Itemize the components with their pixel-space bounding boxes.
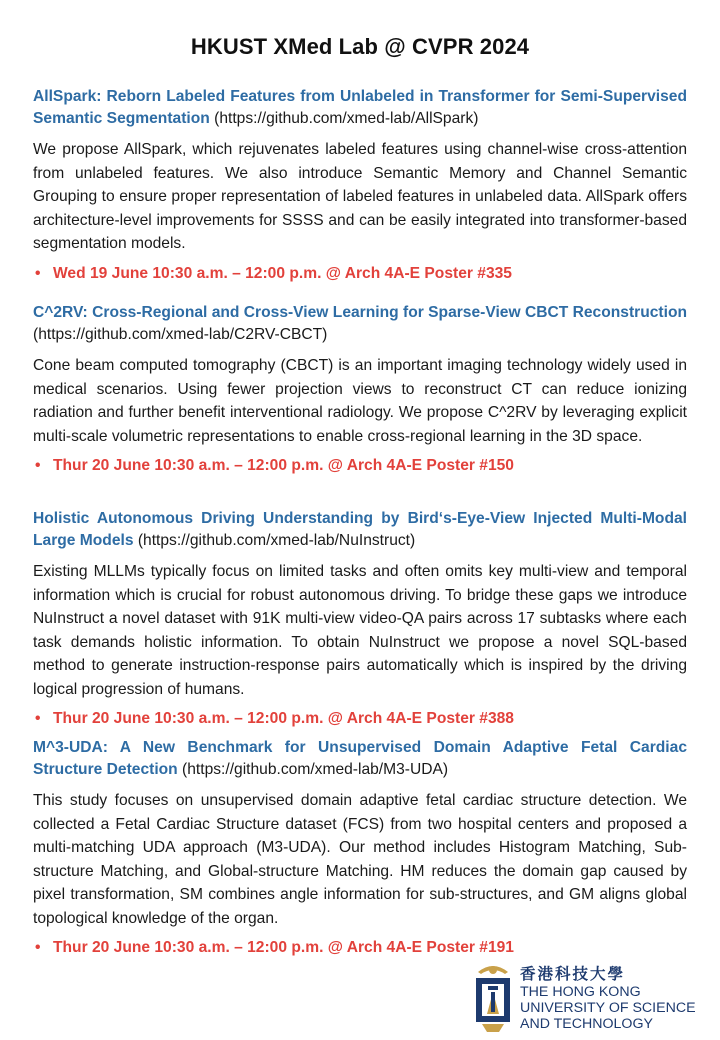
paper-title: Holistic Autonomous Driving Understanding by Bird‘s-Eye-View Injected Multi-Modal Large Models: [33, 510, 687, 549]
bullet-icon: •: [35, 457, 41, 474]
paper-url[interactable]: (https://github.com/xmed-lab/C2RV-CBCT): [33, 326, 328, 343]
paper-entry: [33, 508, 687, 730]
session-text: Wed 19 June 10:30 a.m. – 12:00 p.m. @ Arch 4A-E Poster #335: [53, 264, 512, 282]
session-info: [33, 937, 687, 959]
hkust-name-line: AND TECHNOLOGY: [520, 1016, 653, 1032]
paper-url[interactable]: (https://github.com/xmed-lab/NuInstruct): [137, 532, 416, 549]
hkust-emblem-icon: [472, 962, 514, 1034]
paper-title: C^2RV: Cross-Regional and Cross-View Learning for Sparse-View CBCT Reconstruction: [33, 304, 687, 321]
paper-abstract: Existing MLLMs typically focus on limited tasks and often omits key multi-view and temporal information which is crucial for robust autonomous driving. To bridge these gaps we introduce NuInstruct a novel dataset with 91K multi-view video-QA pairs across 17 subtasks where each task demands holistic information. To obtain NuInstruct we propose a novel SQL-based method to generate instruction-response pairs automatically which is inspired by the driving logical progression of humans.: [33, 563, 687, 698]
paper-title-line: [33, 508, 687, 552]
session-info: [33, 708, 687, 730]
paper-abstract: Cone beam computed tomography (CBCT) is an important imaging technology widely used in medical scenarios. Using fewer projection views to reconstruct CT can reduce ionizing radiation and further benefit interventional radiology. We propose C^2RV by leveraging explicit multi-scale volumetric representations to enable cross-regional learning in the 3D space.: [33, 357, 687, 445]
bullet-icon: •: [35, 710, 41, 727]
paper-entry: [33, 86, 687, 285]
paper-title: M^3-UDA: A New Benchmark for Unsupervised Domain Adaptive Fetal Cardiac Structure Detection: [33, 739, 687, 778]
session-text: Thur 20 June 10:30 a.m. – 12:00 p.m. @ Arch 4A-E Poster #388: [53, 710, 514, 727]
paper-title-line: [33, 737, 687, 781]
hkust-logo: [472, 962, 702, 1034]
paper-url[interactable]: (https://github.com/xmed-lab/AllSpark): [214, 110, 479, 127]
paper-title-line: [33, 86, 687, 130]
page-title: HKUST XMed Lab @ CVPR 2024: [190, 34, 530, 59]
paper-title-line: [33, 302, 687, 346]
session-info: [33, 263, 687, 285]
paper-entry: [33, 737, 687, 959]
paper-abstract: This study focuses on unsupervised domain adaptive fetal cardiac structure detection. We collected a Fetal Cardiac Structure dataset (FCS) from two hospital centers and proposed a multi-matching UDA approach (M3-UDA). Our method includes Histogram Matching, Sub-structure Matching, and Global-structure Matching. HM reduces the domain gap caused by pixel transformation, SM combines angle information for sub-structures, and GM aligns global topological knowledge of the organ.: [33, 792, 687, 927]
paper-title: AllSpark: Reborn Labeled Features from Unlabeled in Transformer for Semi-Supervised Semantic Segmentation: [33, 88, 687, 127]
bullet-icon: •: [35, 939, 41, 956]
hkust-chinese-name: 香港科技大學: [520, 965, 626, 983]
session-text: Thur 20 June 10:30 a.m. – 12:00 p.m. @ Arch 4A-E Poster #191: [53, 939, 514, 956]
session-info: [33, 455, 687, 477]
hkust-name-line: THE HONG KONG: [520, 984, 641, 1000]
paper-url[interactable]: (https://github.com/xmed-lab/M3-UDA): [182, 761, 449, 778]
bullet-icon: •: [35, 264, 41, 282]
session-text: Thur 20 June 10:30 a.m. – 12:00 p.m. @ Arch 4A-E Poster #150: [53, 457, 514, 474]
paper-entry: [33, 302, 687, 477]
hkust-name-line: UNIVERSITY OF SCIENCE: [520, 1000, 696, 1016]
paper-abstract: We propose AllSpark, which rejuvenates labeled features using channel-wise cross-attention from unlabeled features. We also introduce Semantic Memory and Channel Semantic Grouping to ensure proper representation of labeled features in unlabeled data. AllSpark offers architecture-level improvements for SSSS and can be easily integrated into transformer-based segmentation models.: [33, 141, 687, 252]
